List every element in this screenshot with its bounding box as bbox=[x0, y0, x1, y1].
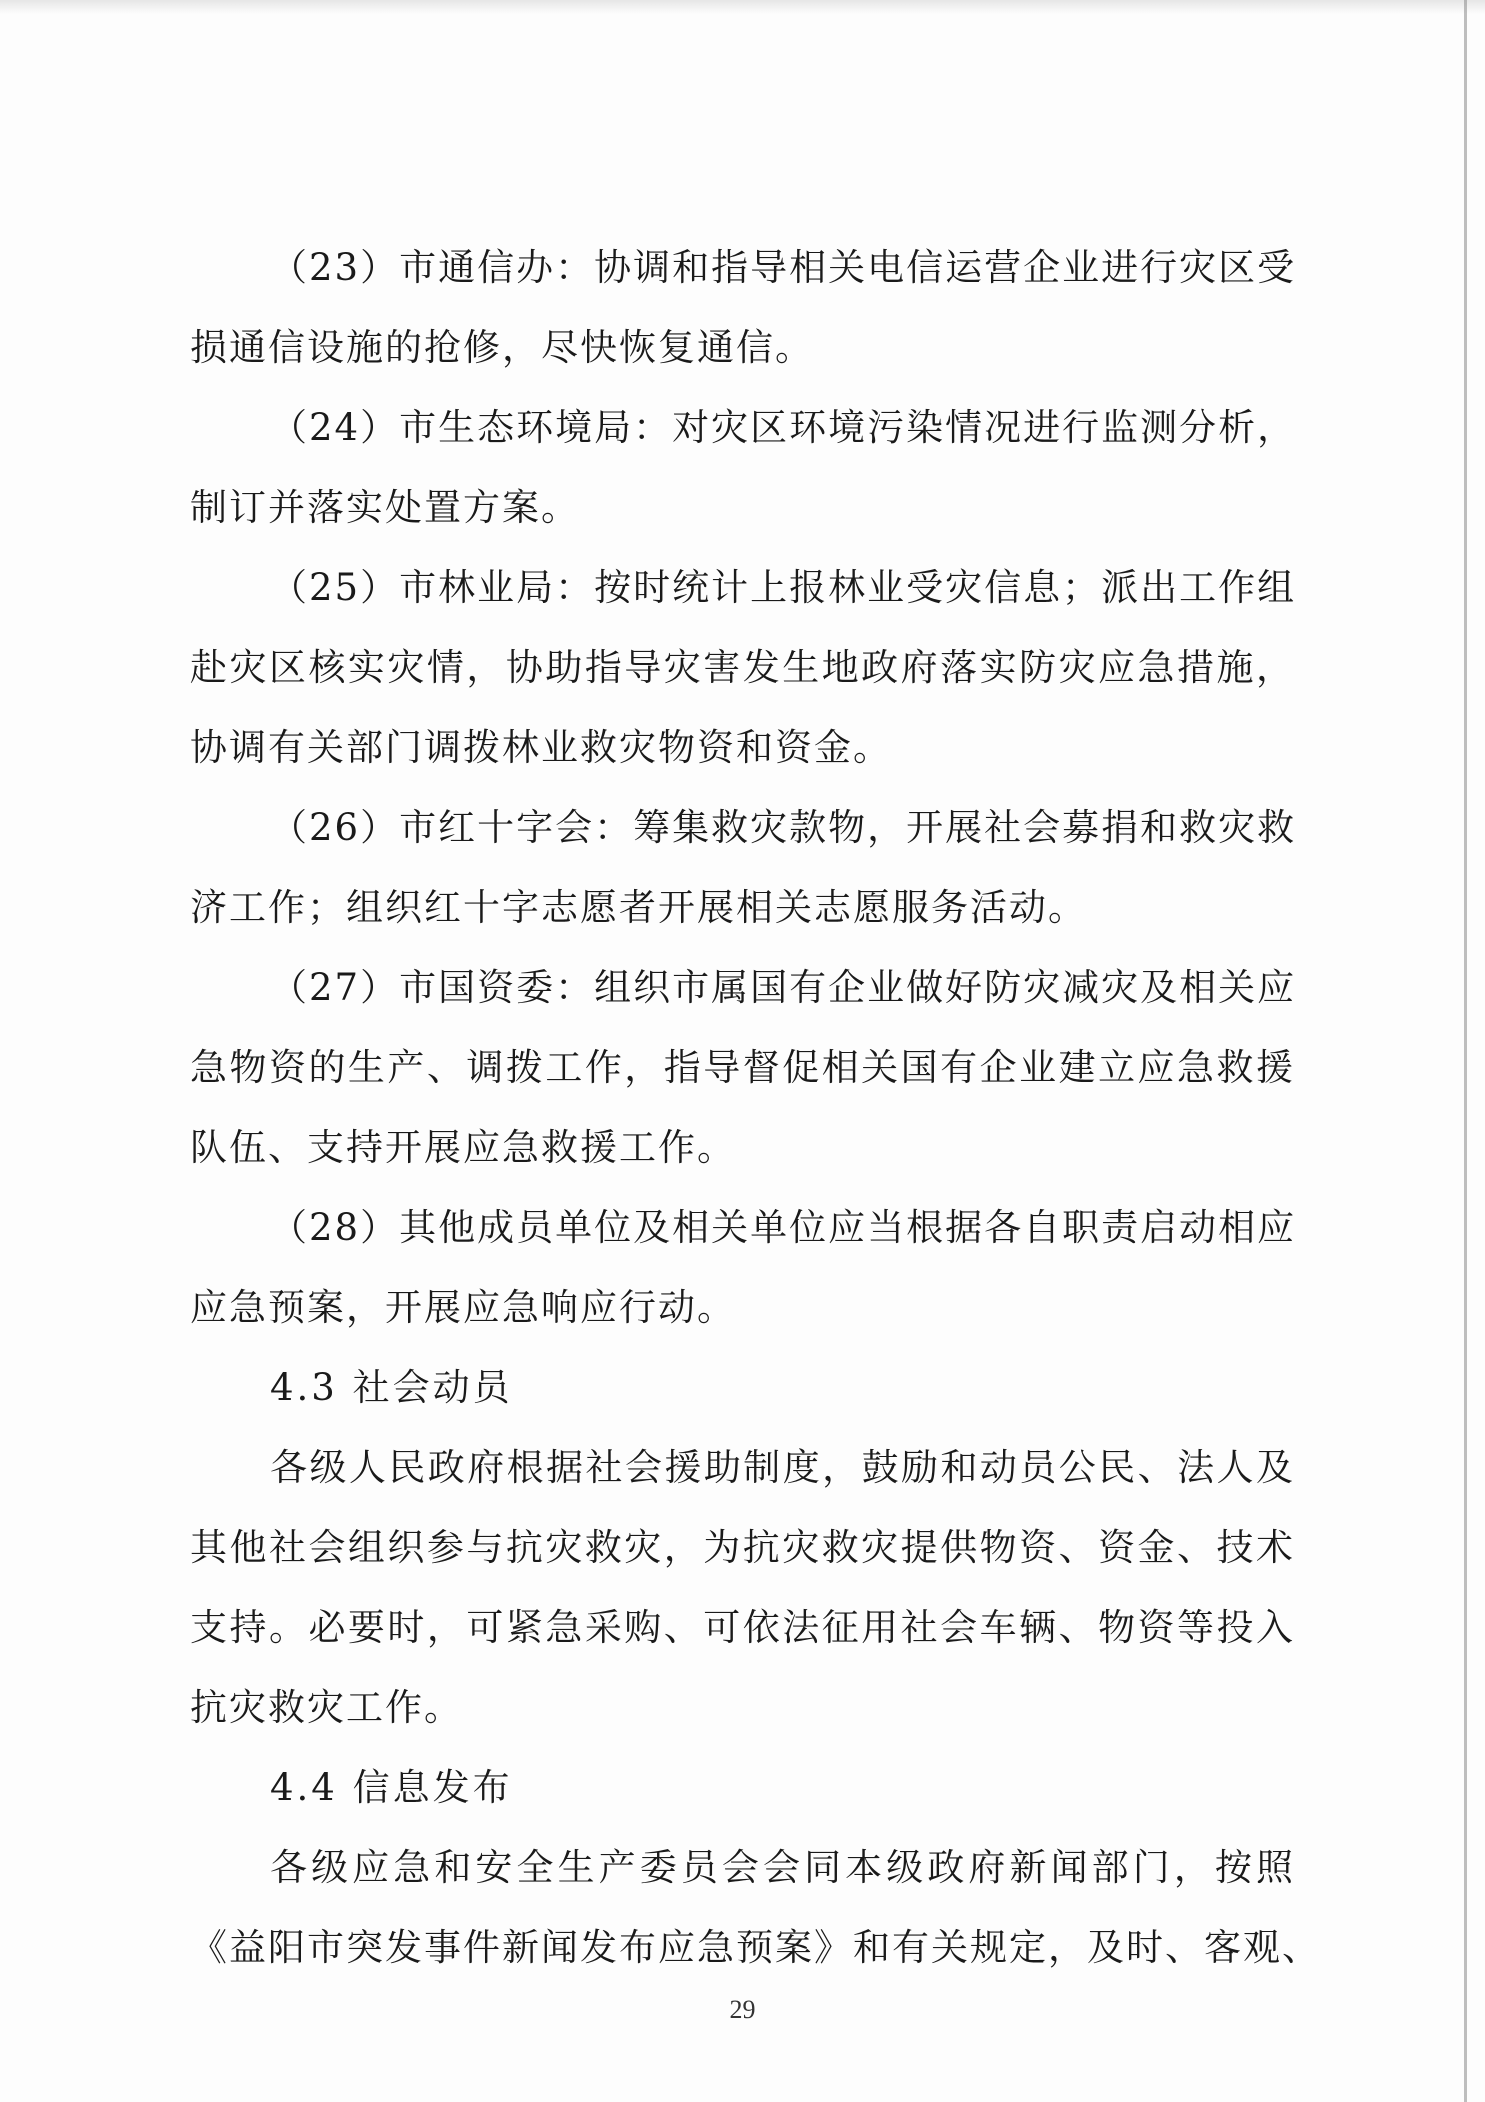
para-26-line-2: 济工作；组织红十字志愿者开展相关志愿服务活动。 bbox=[190, 886, 1087, 929]
scan-edge-line bbox=[1464, 0, 1467, 2102]
social-mobilization-line-1: 各级人民政府根据社会援助制度，鼓励和动员公民、法人及 bbox=[270, 1446, 1295, 1489]
scan-top-shade bbox=[0, 0, 1485, 14]
para-27-line-2: 急物资的生产、调拨工作，指导督促相关国有企业建立应急救援 bbox=[190, 1046, 1295, 1089]
social-mobilization-line-4: 抗灾救灾工作。 bbox=[190, 1686, 463, 1729]
social-mobilization-line-3: 支持。必要时，可紧急采购、可依法征用社会车辆、物资等投入 bbox=[190, 1606, 1295, 1649]
section-heading-4-4: 4.4 信息发布 bbox=[270, 1766, 513, 1809]
para-24-line-1: （24）市生态环境局：对灾区环境污染情况进行监测分析， bbox=[270, 406, 1297, 449]
para-23-line-1: （23）市通信办：协调和指导相关电信运营企业进行灾区受 bbox=[270, 246, 1297, 289]
para-27-line-1: （27）市国资委：组织市属国有企业做好防灾减灾及相关应 bbox=[270, 966, 1297, 1009]
para-25-line-3: 协调有关部门调拨林业救灾物资和资金。 bbox=[190, 726, 892, 769]
section-heading-4-3: 4.3 社会动员 bbox=[270, 1366, 513, 1409]
para-25-line-2: 赴灾区核实灾情，协助指导灾害发生地政府落实防灾应急措施， bbox=[190, 646, 1295, 689]
page-number: 29 bbox=[729, 1995, 756, 2024]
social-mobilization-line-2: 其他社会组织参与抗灾救灾，为抗灾救灾提供物资、资金、技术 bbox=[190, 1526, 1295, 1569]
document-body bbox=[190, 228, 1321, 1988]
para-24-line-2: 制订并落实处置方案。 bbox=[190, 486, 580, 529]
para-25-line-1: （25）市林业局：按时统计上报林业受灾信息；派出工作组 bbox=[270, 566, 1297, 609]
para-28-line-2: 应急预案，开展应急响应行动。 bbox=[190, 1286, 736, 1329]
info-release-line-1: 各级应急和安全生产委员会会同本级政府新闻部门，按照 bbox=[270, 1846, 1295, 1889]
para-28-line-1: （28）其他成员单位及相关单位应当根据各自职责启动相应 bbox=[270, 1206, 1297, 1249]
info-release-line-2: 《益阳市突发事件新闻发布应急预案》和有关规定，及时、客观、 bbox=[190, 1926, 1321, 1969]
para-23-line-2: 损通信设施的抢修，尽快恢复通信。 bbox=[190, 326, 814, 369]
para-26-line-1: （26）市红十字会：筹集救灾款物，开展社会募捐和救灾救 bbox=[270, 806, 1297, 849]
para-27-line-3: 队伍、支持开展应急救援工作。 bbox=[190, 1126, 736, 1169]
